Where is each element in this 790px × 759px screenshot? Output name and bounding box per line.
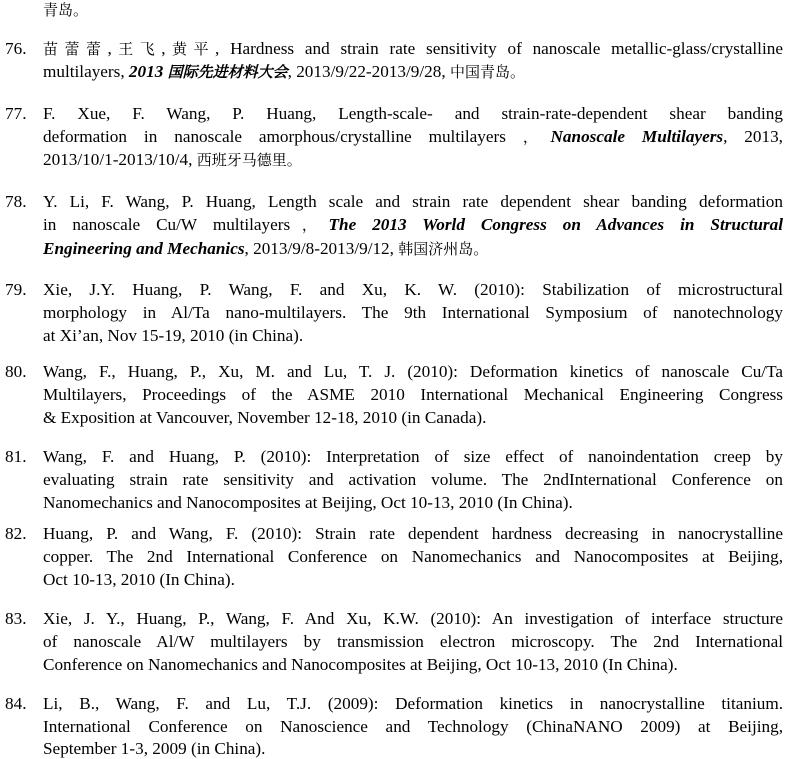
reference-line (43, 547, 783, 567)
reference-text: , 2013, (723, 127, 783, 146)
reference-text: Xie, J.Y. Huang, P. Wang, F. and Xu, K. W. (2010): Stabilization of microstructural (43, 280, 783, 299)
reference-text: Wang, F. and Huang, P. (2010): Interpretation of size effect of nanoindentation creep by (43, 447, 783, 466)
reference-line (43, 127, 783, 147)
reference-text: 2013/10/1-2013/10/4, 西班牙马德里。 (43, 150, 302, 169)
reference-line (43, 570, 783, 590)
reference-line (43, 104, 783, 124)
reference-line (43, 62, 783, 82)
reference-line (43, 524, 783, 544)
reference-text: morphology in Al/Ta nano-multilayers. The 9th International Symposium of nanotechnology (43, 303, 783, 322)
reference-line (43, 470, 783, 490)
reference-text: Li, B., Wang, F. and Lu, T.J. (2009): Deformation kinetics in nanocrystalline titanium. (43, 694, 783, 713)
reference-text: , 2013/9/22-2013/9/28, 中国青岛。 (287, 62, 525, 81)
reference-text: International Conference on Nanoscience and Technology (ChinaNANO 2009) at Beijing, (43, 717, 783, 736)
reference-text: copper. The 2nd International Conference on Nanomechanics and Nanocomposites at Beijing, (43, 547, 783, 566)
reference-text: Wang, F., Huang, P., Xu, M. and Lu, T. J. (2010): Deformation kinetics of nanoscale Cu/Ta (43, 362, 783, 381)
venue-title: 2013 国际先进材料大会 (128, 62, 288, 81)
reference-line (43, 326, 783, 346)
reference-line (43, 280, 783, 300)
reference-number: 84. (5, 694, 27, 713)
reference-text: at Xi’an, Nov 15-19, 2010 (in China). (43, 326, 304, 345)
reference-number: 83. (5, 609, 27, 628)
reference-text: Oct 10-13, 2010 (In China). (43, 570, 235, 589)
reference-number: 81. (5, 447, 27, 466)
reference-line (43, 362, 783, 382)
reference-line (43, 447, 783, 467)
reference-text: multilayers, (43, 62, 129, 81)
reference-line (43, 493, 783, 513)
reference-text: of nanoscale Al/W multilayers by transmission electron microscopy. The 2nd International (43, 632, 783, 651)
reference-text: & Exposition at Vancouver, November 12-18, 2010 (in Canada). (43, 408, 487, 427)
reference-line (43, 150, 783, 170)
reference-number: 76. (5, 39, 27, 58)
venue-title: Engineering and Mechanics (43, 239, 245, 258)
reference-line (43, 39, 783, 59)
reference-text: September 1-3, 2009 (in China). (43, 739, 266, 758)
reference-text: Y. Li, F. Wang, P. Huang, Length scale and strain rate dependent shear banding deformation (43, 192, 783, 211)
reference-text: Xie, J. Y., Huang, P., Wang, F. And Xu, K.W. (2010): An investigation of interface structure (43, 609, 783, 628)
reference-number: 79. (5, 280, 27, 299)
reference-line (43, 739, 783, 759)
reference-text: , 2013/9/8-2013/9/12, 韩国济州岛。 (244, 239, 489, 258)
reference-line (43, 215, 783, 235)
reference-text: Nanomechanics and Nanocomposites at Beijing, Oct 10-13, 2010 (In China). (43, 493, 573, 512)
reference-number: 78. (5, 192, 27, 211)
reference-line (43, 239, 783, 259)
reference-text: evaluating strain rate sensitivity and activation volume. The 2ndInternational Conference on (43, 470, 783, 489)
reference-text: deformation in nanoscale amorphous/crystalline multilayers ， (43, 127, 551, 146)
reference-line (43, 408, 783, 428)
venue-title: Nanoscale Multilayers (550, 127, 724, 146)
reference-text: Huang, P. and Wang, F. (2010): Strain rate dependent hardness decreasing in nanocrystalline (43, 524, 783, 543)
reference-text: Conference on Nanomechanics and Nanocomposites at Beijing, Oct 10-13, 2010 (In China). (43, 655, 678, 674)
reference-line (43, 303, 783, 323)
reference-number: 80. (5, 362, 27, 381)
reference-text: Multilayers, Proceedings of the ASME 2010 International Mechanical Engineering Congress (43, 385, 783, 404)
reference-line (43, 717, 783, 737)
reference-text: F. Xue, F. Wang, P. Huang, Length-scale- and strain-rate-dependent shear banding (43, 104, 783, 123)
reference-line (43, 632, 783, 652)
reference-number: 82. (5, 524, 27, 543)
reference-line (43, 385, 783, 405)
continuation-text: 青岛。 (43, 1, 89, 19)
continuation-line (43, 0, 783, 20)
reference-number: 77. (5, 104, 27, 123)
reference-line (43, 655, 783, 675)
venue-title: The 2013 World Congress on Advances in Structural (328, 215, 783, 234)
reference-line (43, 609, 783, 629)
reference-line (43, 192, 783, 212)
reference-line (43, 694, 783, 714)
reference-text: in nanoscale Cu/W multilayers， (43, 215, 329, 234)
reference-text: 苗蕾蕾,王飞,黄平, Hardness and strain rate sensitivity of nanoscale metallic-glass/crystalline (43, 39, 783, 58)
